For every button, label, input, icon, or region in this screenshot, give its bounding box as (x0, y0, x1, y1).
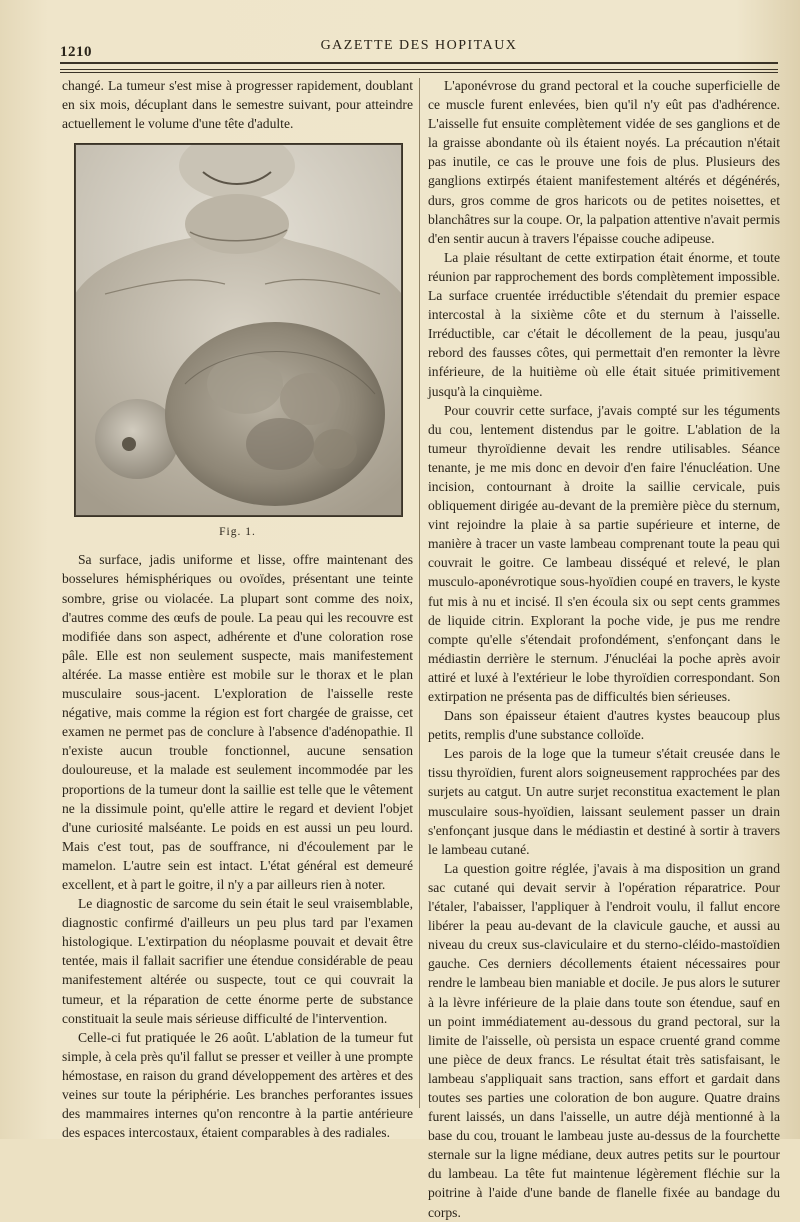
page-number: 1210 (60, 44, 92, 60)
right-column (428, 76, 780, 1222)
figure-caption: Fig. 1. (219, 526, 256, 539)
paragraph: changé. La tumeur s'est mise à progresser rapidement, doublant en six mois, décuplant dans le semestre suivant, pour atteindre actuellement le volume d'une tête d'adulte. (62, 78, 413, 132)
patient-photograph (74, 143, 403, 517)
header-rule (60, 72, 778, 73)
paragraph: L'aponévrose du grand pectoral et la couche superficielle de ce muscle furent enlevées, bien qu'il n'y eût pas d'adhérence. L'aisselle fut ensuite complètement vidée de ses ganglions et de la graisse abondante où ils étaient noyés. La précaution n'était pas inutile, ce cas le prouve une fois de plus. Plusieurs des ganglions extirpés étaient manifestement altérés et dégénérés, durs, gros comme de gros haricots ou de petites noisettes, et blanchâtres sur la coupe. Or, la palpation attentive n'avait permis d'en sentir aucun à travers l'épaisse couche adipeuse. (428, 78, 780, 246)
paragraph: Les parois de la loge que la tumeur s'était creusée dans le tissu thyroïdien, furent alors soigneusement rapprochées par des surjets au catgut. Un autre surjet reconstitua exactement le plan musculaire sous-hyoïdien, laissant seulement passer un drain s'enfonçant jusque dans le médiastin et destiné à sortir à travers le lambeau cutané. (428, 746, 780, 857)
page-header (60, 36, 778, 58)
header-rule (60, 69, 778, 70)
journal-title: GAZETTE DES HOPITAUX (320, 38, 518, 53)
paragraph: La question goitre réglée, j'avais à ma disposition un grand sac cutané qui devait servir à l'opération réparatrice. Pour l'étaler, l'abaisser, l'appliquer à l'endroit voulu, il fallut encore libérer la peau au-devant de la clavicule gauche, et aussi au niveau du creux sus-claviculaire et du sterno-cléido-mastoïdien gauche. Ces derniers décollements étaient nécessaires pour rendre le lambeau bien maniable et docile. Je pus alors le suturer à la lèvre inférieure de la plaie dans toute son étendue, sauf en un point immédiatement au-dessous du grand pectoral, sur la limite de l'aisselle, où persista un espace cruenté grand comme une pièce de deux francs. Le résultat était très satisfaisant, le lambeau s'appliquait sans traction, sans effort et gardait dans toutes ses parties une coloration de bon augure. Quatre drains furent laissés, un dans l'aisselle, un autre déjà mentionné à la base du cou, trouant le lambeau juste au-dessus de la fourchette sternale sur la ligne médiane, deux autres petits sur le pourtour du lambeau. La tête fut maintenue légèrement fléchie sur la poitrine à l'aide d'une bande de flanelle fixée au bandage du corps. (428, 860, 780, 1220)
paragraph: Celle-ci fut pratiquée le 26 août. L'ablation de la tumeur fut simple, à cela près qu'il fallut se presser et veiller à une prompte hémostase, en raison du grand développement des artères et des veines sur toute la périphérie. Les branches perforantes issues des mammaires internes qu'on rencontre à la partie antérieure des espaces intercostaux, étaient comparables à des radiales. (62, 1029, 413, 1141)
paragraph: La plaie résultant de cette extirpation était énorme, et toute réunion par rapprochement des bords complètement impossible. La surface cruentée irréductible s'étendait du premier espace intercostal à la sixième côte et du sternum à l'aisselle. Irréductible, car c'était le décollement de la peau, jusqu'au rebord des fausses côtes, qui permettait d'en remonter la lèvre inférieure, de la huitième où elle était située primitivement jusqu'à la cinquième. (428, 249, 780, 399)
paragraph: Dans son épaisseur étaient d'autres kystes beaucoup plus petits, remplis d'une substance colloïde. (428, 708, 780, 743)
left-column (62, 76, 413, 1142)
column-divider (419, 78, 420, 1108)
paragraph: Pour couvrir cette surface, j'avais compté sur les téguments du cou, lentement distendus par le goitre. L'ablation de la tumeur thyroïdienne devait les rendre utilisables. Séance tenante, je me mis donc en devoir d'en faire l'énucléation. Une incision, contournant à droite la saillie cervicale, puis obliquement dirigée au-devant de la première pièce du sternum, vint rejoindre la plaie à sa partie supérieure et interne, de manière à tracer un vaste lambeau comprenant toute la peau qui couvrait le goitre. Ce lambeau disséqué et relevé, le plan musculo-aponévrotique sous-hyoïdien coupé en travers, le kyste fut mis à nu et incisé. Il s'en écoula six ou sept cents grammes de liquide citrin. Explorant la poche vide, je pus me rendre compte qu'elle s'étendait profondément, s'enfonçant dans le médiastin derrière le sternum. J'énucléai la poche après avoir attiré et luxé à l'extérieur le lobe thyroïdien correspondant. Son extirpation ne présenta pas de difficultés bien sérieuses. (428, 402, 780, 704)
header-rule (60, 62, 778, 64)
paragraph: Le diagnostic de sarcome du sein était le seul vraisemblable, diagnostic confirmé d'ailleurs un peu plus tard par l'examen histologique. L'extirpation du néoplasme pouvait et devait être tentée, mais il fallait sacrifier une étendue considérable de peau manifestement altérée ou suspecte, tout ce qui couvrait la tumeur, et la réparation de cette énorme perte de substance constituait la seule mais sérieuse difficulté de l'intervention. (62, 896, 413, 1026)
patient-photograph-image (75, 144, 402, 516)
paragraph: Sa surface, jadis uniforme et lisse, offre maintenant des bosselures hémisphériques ou ovoïdes, présentant une teinte sombre, grise ou violacée. La plupart sont comme des noix, d'autres comme des œufs de poule. La peau qui les recouvre est modifiée dans son aspect, adhérente et d'une coloration rose pâle. Elle est non seulement suspecte, mais manifestement altérée. La masse entière est mobile sur le thorax et le plan musculaire sous-jacent. L'exploration de l'aisselle reste négative, mais comme la région est fort chargée de graisse, cet examen ne permet pas de conclure à l'absence d'adénopathie. Il n'existe aucun trouble fonctionnel, aucune sensation douloureuse, et la malade est seulement incommodée par les proportions de la tumeur dont la saillie est telle que le vêtement ne la dissimule point, qu'elle attire le regard et devient l'objet d'une curiosité malséante. Le poids en est aussi un peu lourd. Mais c'est tout, pas de souffrance, ni d'écoulement par le mamelon. L'autre sein est intact. L'état général est demeuré excellent, et à part le goitre, il n'y a par ailleurs rien à noter. (62, 552, 413, 892)
